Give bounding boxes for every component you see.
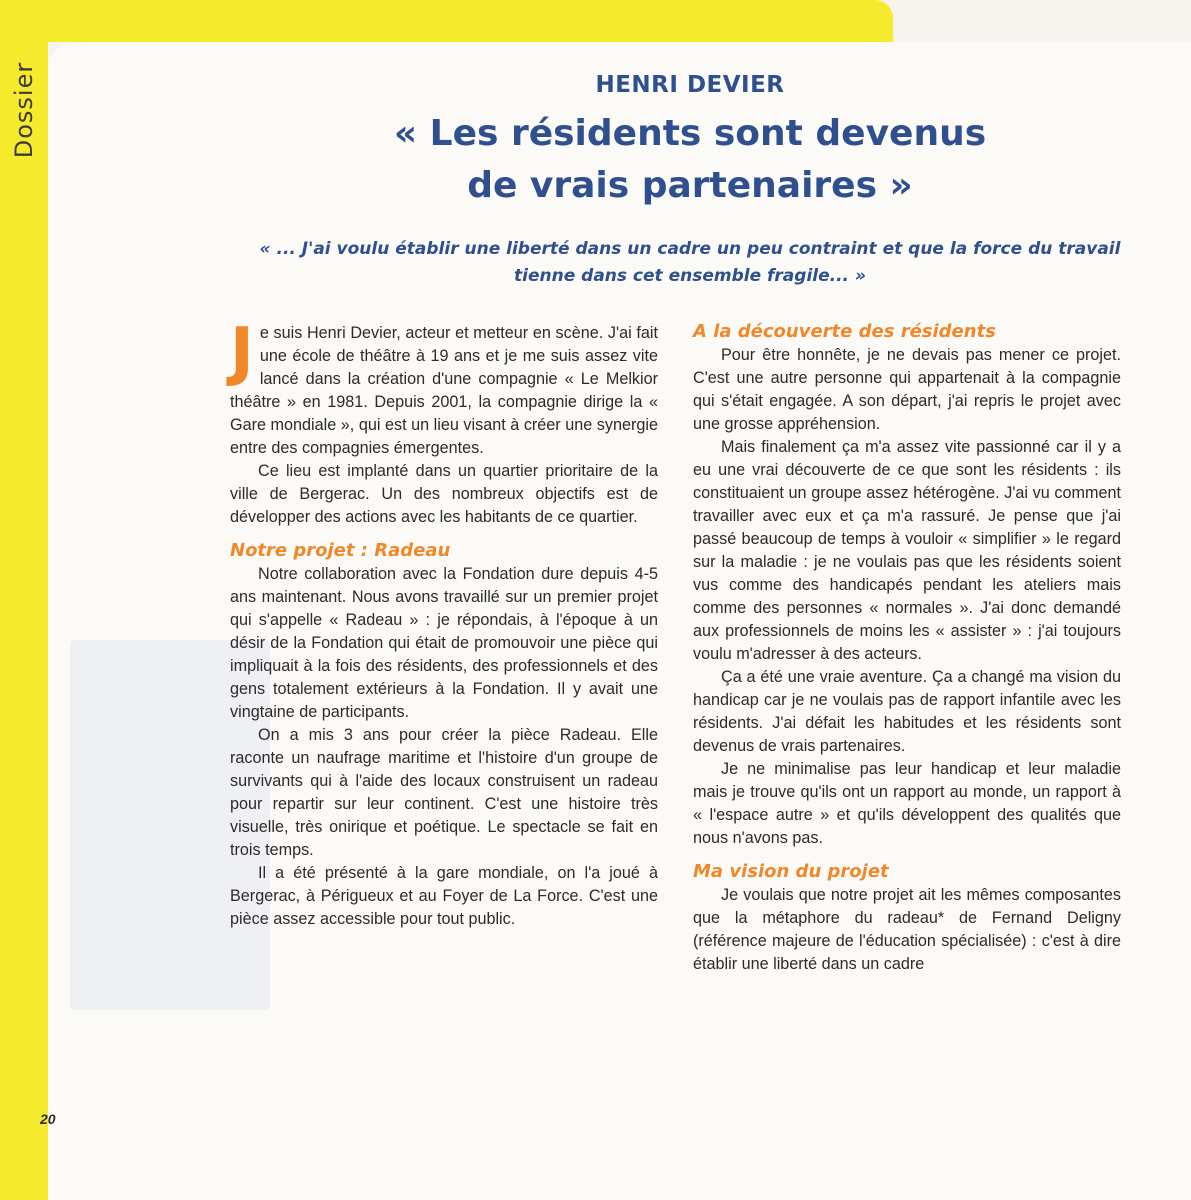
paragraph: Ce lieu est implanté dans un quartier prioritaire de la ville de Bergerac. Un des nombreux objectifs est de développer des actions avec les habitants de ce quartier. bbox=[230, 462, 658, 526]
subheading: A la découverte des résidents bbox=[693, 321, 996, 342]
article-author: HENRI DEVIER bbox=[595, 72, 785, 98]
paragraph: Notre collaboration avec la Fondation dure depuis 4-5 ans maintenant. Nous avons travaillé sur un premier projet qui s'appelle « Radeau » : je répondais, à l'époque à un désir de la Fondation qui était de promouvoir une pièce qui impliquait à la fois des résidents, des professionnels et des gens totalement extérieurs à la Fondation. Il y avait une vingtaine de participants. bbox=[230, 565, 658, 721]
paragraph: Mais finalement ça m'a assez vite passionné car il y a eu une vrai découverte de ce que sont les résidents : ils constituaient un groupe assez hétérogène. J'ai vu comment travailler avec eux et ça m'a rassuré. Je pense que j'ai passé beaucoup de temps à vouloir « simplifier » le regard sur la maladie : je ne voulais pas que les résidents soient vus comme des handicapés pendant les ateliers mais comme des personnes « normales ». J'ai donc demandé aux professionnels de moins les « assister » : j'ai toujours voulu m'adresser à des acteurs. bbox=[693, 438, 1121, 663]
standfirst-line-2: tienne dans cet ensemble fragile... » bbox=[514, 266, 866, 286]
subheading: Ma vision du projet bbox=[693, 861, 889, 882]
paragraph-text: e suis Henri Devier, acteur et metteur en scène. J'ai fait une école de théâtre à 19 ans et je me suis assez vite lancé dans la création d'une compagnie « Le Melkior théâtre » en 1981. Depuis 2001, la compagnie dirige la « Gare mondiale », qui est un lieu visant à créer une synergie entre des compagnies émergentes. bbox=[230, 324, 658, 457]
standfirst-line-1: « ... J'ai voulu établir une liberté dans un cadre un peu contraint et que la force du travail bbox=[259, 239, 1121, 259]
paragraph: Il a été présenté à la gare mondiale, on l'a joué à Bergerac, à Périgueux et au Foyer de La Force. C'est une pièce assez accessible pour tout public. bbox=[230, 864, 658, 928]
paragraph: Pour être honnête, je ne devais pas mener ce projet. C'est une autre personne qui appartenait à la compagnie qui s'était engagée. A son départ, j'ai repris le projet avec une grosse appréhension. bbox=[693, 346, 1121, 433]
right-column bbox=[693, 322, 1121, 976]
title-line-2: de vrais partenaires » bbox=[467, 165, 913, 206]
drop-cap: J bbox=[230, 315, 254, 389]
article-standfirst bbox=[210, 236, 1170, 290]
left-column bbox=[230, 315, 658, 931]
page-number: 20 bbox=[40, 1111, 56, 1127]
paragraph bbox=[230, 315, 658, 460]
paragraph: Ça a été une vraie aventure. Ça a changé ma vision du handicap car je ne voulais pas de rapport infantile avec les résidents. J'ai défait les habitudes et les résidents sont devenus de vrais partenaires. bbox=[693, 668, 1121, 755]
yellow-side-band bbox=[0, 0, 48, 1200]
section-tab-label: Dossier bbox=[10, 61, 39, 159]
article-title bbox=[330, 108, 1050, 212]
paragraph: On a mis 3 ans pour créer la pièce Radeau. Elle raconte un naufrage maritime et l'histoire d'un groupe de survivants qui à l'aide des locaux construisent un radeau pour repartir sur leur continent. C'est une histoire très visuelle, très onirique et poétique. Le spectacle se fait en trois temps. bbox=[230, 726, 658, 859]
title-line-1: « Les résidents sont devenus bbox=[393, 113, 987, 154]
section-tab bbox=[8, 45, 40, 175]
paragraph: Je ne minimalise pas leur handicap et leur maladie mais je trouve qu'ils ont un rapport au monde, un rapport à « l'espace autre » et qu'ils développent des qualités que nous n'avons pas. bbox=[693, 760, 1121, 847]
paragraph: Je voulais que notre projet ait les mêmes composantes que la métaphore du radeau* de Fernand Deligny (référence majeure de l'éducation spécialisée) : c'est à dire établir une liberté dans un cadre bbox=[693, 886, 1121, 973]
yellow-top-band bbox=[0, 0, 893, 42]
subheading: Notre projet : Radeau bbox=[230, 540, 451, 561]
